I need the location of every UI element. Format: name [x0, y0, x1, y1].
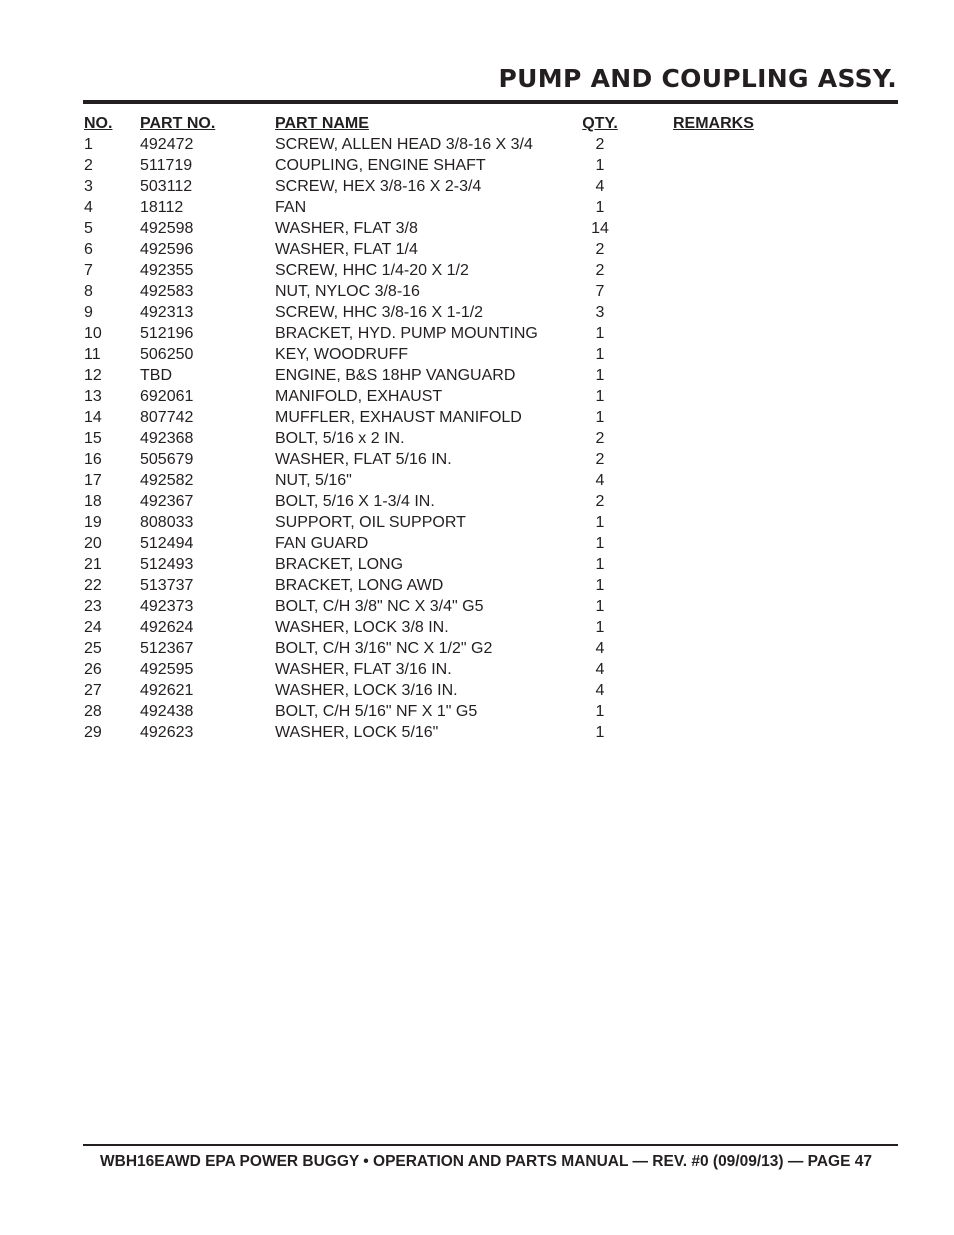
cell-part-no: 505679	[140, 451, 194, 468]
cell-no: 24	[84, 619, 102, 636]
cell-part-name: SUPPORT, OIL SUPPORT	[275, 514, 466, 531]
cell-no: 13	[84, 388, 102, 405]
cell-part-no: 511719	[140, 157, 193, 174]
cell-qty: 1	[595, 388, 605, 405]
cell-no: 14	[84, 409, 102, 426]
cell-part-name: NUT, NYLOC 3/8-16	[275, 283, 420, 300]
cell-qty: 4	[595, 661, 605, 678]
cell-part-name: KEY, WOODRUFF	[275, 346, 409, 363]
cell-part-name: MANIFOLD, EXHAUST	[275, 388, 443, 405]
cell-qty: 1	[595, 367, 605, 384]
cell-part-name: MUFFLER, EXHAUST MANIFOLD	[275, 409, 522, 426]
cell-no: 25	[84, 640, 102, 657]
footer-divider	[83, 1144, 898, 1146]
cell-qty: 2	[595, 430, 605, 447]
cell-part-name: NUT, 5/16"	[275, 472, 352, 489]
table-row	[84, 701, 784, 722]
table-row	[84, 512, 784, 533]
cell-no: 3	[84, 178, 93, 195]
cell-part-no: 506250	[140, 346, 194, 363]
cell-part-name: BRACKET, LONG	[275, 556, 404, 573]
cell-part-no: 492472	[140, 136, 194, 153]
title-divider	[83, 100, 898, 104]
table-row	[84, 260, 784, 281]
cell-no: 18	[84, 493, 102, 510]
table-row	[84, 659, 784, 680]
cell-part-no: 513737	[140, 577, 194, 594]
table-row	[84, 407, 784, 428]
cell-part-no: 492373	[140, 598, 194, 615]
table-row	[84, 638, 784, 659]
table-row	[84, 344, 784, 365]
cell-part-no: 503112	[140, 178, 193, 195]
cell-no: 21	[84, 556, 102, 573]
cell-part-name: FAN	[275, 199, 307, 216]
cell-no: 5	[84, 220, 93, 237]
cell-part-no: 492595	[140, 661, 194, 678]
cell-part-name: WASHER, FLAT 3/16 IN.	[275, 661, 452, 678]
cell-qty: 1	[595, 703, 605, 720]
column-header-part-name: PART NAME	[275, 115, 369, 132]
cell-part-name: BRACKET, LONG AWD	[275, 577, 444, 594]
cell-part-no: TBD	[140, 367, 172, 384]
cell-qty: 1	[595, 577, 605, 594]
column-header-remarks: REMARKS	[673, 115, 754, 132]
cell-qty: 1	[595, 409, 605, 426]
cell-part-name: WASHER, FLAT 5/16 IN.	[275, 451, 452, 468]
cell-qty: 1	[595, 325, 605, 342]
cell-no: 1	[84, 136, 93, 153]
table-row	[84, 281, 784, 302]
cell-no: 7	[84, 262, 93, 279]
cell-qty: 2	[595, 241, 605, 258]
cell-no: 11	[84, 346, 101, 363]
cell-no: 12	[84, 367, 102, 384]
column-header-qty: QTY.	[582, 115, 618, 132]
cell-qty: 1	[595, 724, 605, 741]
cell-no: 26	[84, 661, 102, 678]
cell-part-name: SCREW, HHC 3/8-16 X 1-1/2	[275, 304, 484, 321]
cell-no: 10	[84, 325, 102, 342]
cell-part-no: 492368	[140, 430, 194, 447]
cell-part-no: 692061	[140, 388, 194, 405]
cell-qty: 1	[595, 157, 605, 174]
cell-qty: 1	[595, 619, 605, 636]
table-row	[84, 575, 784, 596]
cell-part-no: 512196	[140, 325, 194, 342]
table-row	[84, 302, 784, 323]
page-footer: WBH16EAWD EPA POWER BUGGY • OPERATION AND PARTS MANUAL — REV. #0 (09/09/13) — PAGE 47	[100, 1153, 872, 1170]
table-row	[84, 722, 784, 743]
cell-part-no: 492583	[140, 283, 194, 300]
cell-no: 23	[84, 598, 102, 615]
cell-part-no: 808033	[140, 514, 194, 531]
cell-part-name: WASHER, LOCK 3/16 IN.	[275, 682, 458, 699]
table-row	[84, 554, 784, 575]
table-row	[84, 449, 784, 470]
cell-no: 27	[84, 682, 102, 699]
cell-qty: 1	[595, 346, 605, 363]
cell-qty: 4	[595, 472, 605, 489]
column-header-no: NO.	[84, 115, 113, 132]
cell-part-name: WASHER, FLAT 1/4	[275, 241, 418, 258]
cell-part-no: 492355	[140, 262, 194, 279]
cell-part-name: BOLT, C/H 3/8" NC X 3/4" G5	[275, 598, 484, 615]
table-row	[84, 470, 784, 491]
cell-part-no: 492438	[140, 703, 194, 720]
cell-no: 15	[84, 430, 102, 447]
cell-part-name: BOLT, C/H 3/16" NC X 1/2" G2	[275, 640, 493, 657]
cell-no: 19	[84, 514, 102, 531]
page-title: PUMP AND COUPLING ASSY.	[498, 64, 897, 93]
cell-part-name: BRACKET, HYD. PUMP MOUNTING	[275, 325, 538, 342]
cell-part-no: 492367	[140, 493, 194, 510]
cell-qty: 14	[591, 220, 609, 237]
cell-no: 29	[84, 724, 102, 741]
table-row	[84, 323, 784, 344]
table-row	[84, 365, 784, 386]
cell-part-no: 807742	[140, 409, 194, 426]
cell-qty: 4	[595, 178, 605, 195]
cell-no: 2	[84, 157, 93, 174]
cell-qty: 1	[595, 535, 605, 552]
cell-part-name: SCREW, HHC 1/4-20 X 1/2	[275, 262, 469, 279]
column-header-part-no: PART NO.	[140, 115, 216, 132]
cell-part-no: 492596	[140, 241, 194, 258]
cell-qty: 4	[595, 682, 605, 699]
cell-part-name: SCREW, HEX 3/8-16 X 2-3/4	[275, 178, 482, 195]
cell-part-no: 492598	[140, 220, 194, 237]
cell-qty: 1	[595, 598, 605, 615]
table-row	[84, 386, 784, 407]
cell-part-no: 492621	[140, 682, 194, 699]
table-row	[84, 197, 784, 218]
cell-no: 28	[84, 703, 102, 720]
cell-part-no: 512494	[140, 535, 194, 552]
cell-qty: 1	[595, 556, 605, 573]
cell-no: 4	[84, 199, 93, 216]
cell-qty: 2	[595, 262, 605, 279]
cell-part-name: WASHER, LOCK 3/8 IN.	[275, 619, 449, 636]
cell-part-no: 512367	[140, 640, 194, 657]
cell-part-no: 512493	[140, 556, 194, 573]
cell-part-name: SCREW, ALLEN HEAD 3/8-16 X 3/4	[275, 136, 533, 153]
cell-no: 22	[84, 577, 102, 594]
cell-no: 6	[84, 241, 93, 258]
cell-qty: 3	[595, 304, 605, 321]
table-header-row	[84, 113, 784, 134]
table-row	[84, 680, 784, 701]
table-row	[84, 617, 784, 638]
cell-part-name: ENGINE, B&S 18HP VANGUARD	[275, 367, 516, 384]
cell-part-name: BOLT, C/H 5/16" NF X 1" G5	[275, 703, 478, 720]
parts-table	[84, 113, 784, 743]
table-row	[84, 491, 784, 512]
cell-qty: 1	[595, 199, 605, 216]
cell-part-name: FAN GUARD	[275, 535, 369, 552]
cell-qty: 2	[595, 136, 605, 153]
cell-part-name: WASHER, FLAT 3/8	[275, 220, 418, 237]
cell-part-name: BOLT, 5/16 X 1-3/4 IN.	[275, 493, 435, 510]
cell-qty: 2	[595, 451, 605, 468]
cell-part-name: WASHER, LOCK 5/16"	[275, 724, 439, 741]
cell-part-no: 492623	[140, 724, 194, 741]
table-row	[84, 155, 784, 176]
table-row	[84, 239, 784, 260]
cell-no: 9	[84, 304, 93, 321]
cell-part-no: 492624	[140, 619, 194, 636]
cell-qty: 4	[595, 640, 605, 657]
cell-qty: 2	[595, 493, 605, 510]
table-row	[84, 176, 784, 197]
cell-no: 20	[84, 535, 102, 552]
table-row	[84, 533, 784, 554]
cell-no: 17	[84, 472, 102, 489]
cell-part-no: 492582	[140, 472, 194, 489]
cell-qty: 1	[595, 514, 605, 531]
cell-part-no: 492313	[140, 304, 194, 321]
cell-part-name: COUPLING, ENGINE SHAFT	[275, 157, 486, 174]
table-row	[84, 134, 784, 155]
cell-no: 16	[84, 451, 102, 468]
table-row	[84, 428, 784, 449]
cell-no: 8	[84, 283, 93, 300]
cell-part-name: BOLT, 5/16 x 2 IN.	[275, 430, 405, 447]
cell-part-no: 18112	[140, 199, 184, 216]
table-row	[84, 596, 784, 617]
table-row	[84, 218, 784, 239]
cell-qty: 7	[595, 283, 605, 300]
